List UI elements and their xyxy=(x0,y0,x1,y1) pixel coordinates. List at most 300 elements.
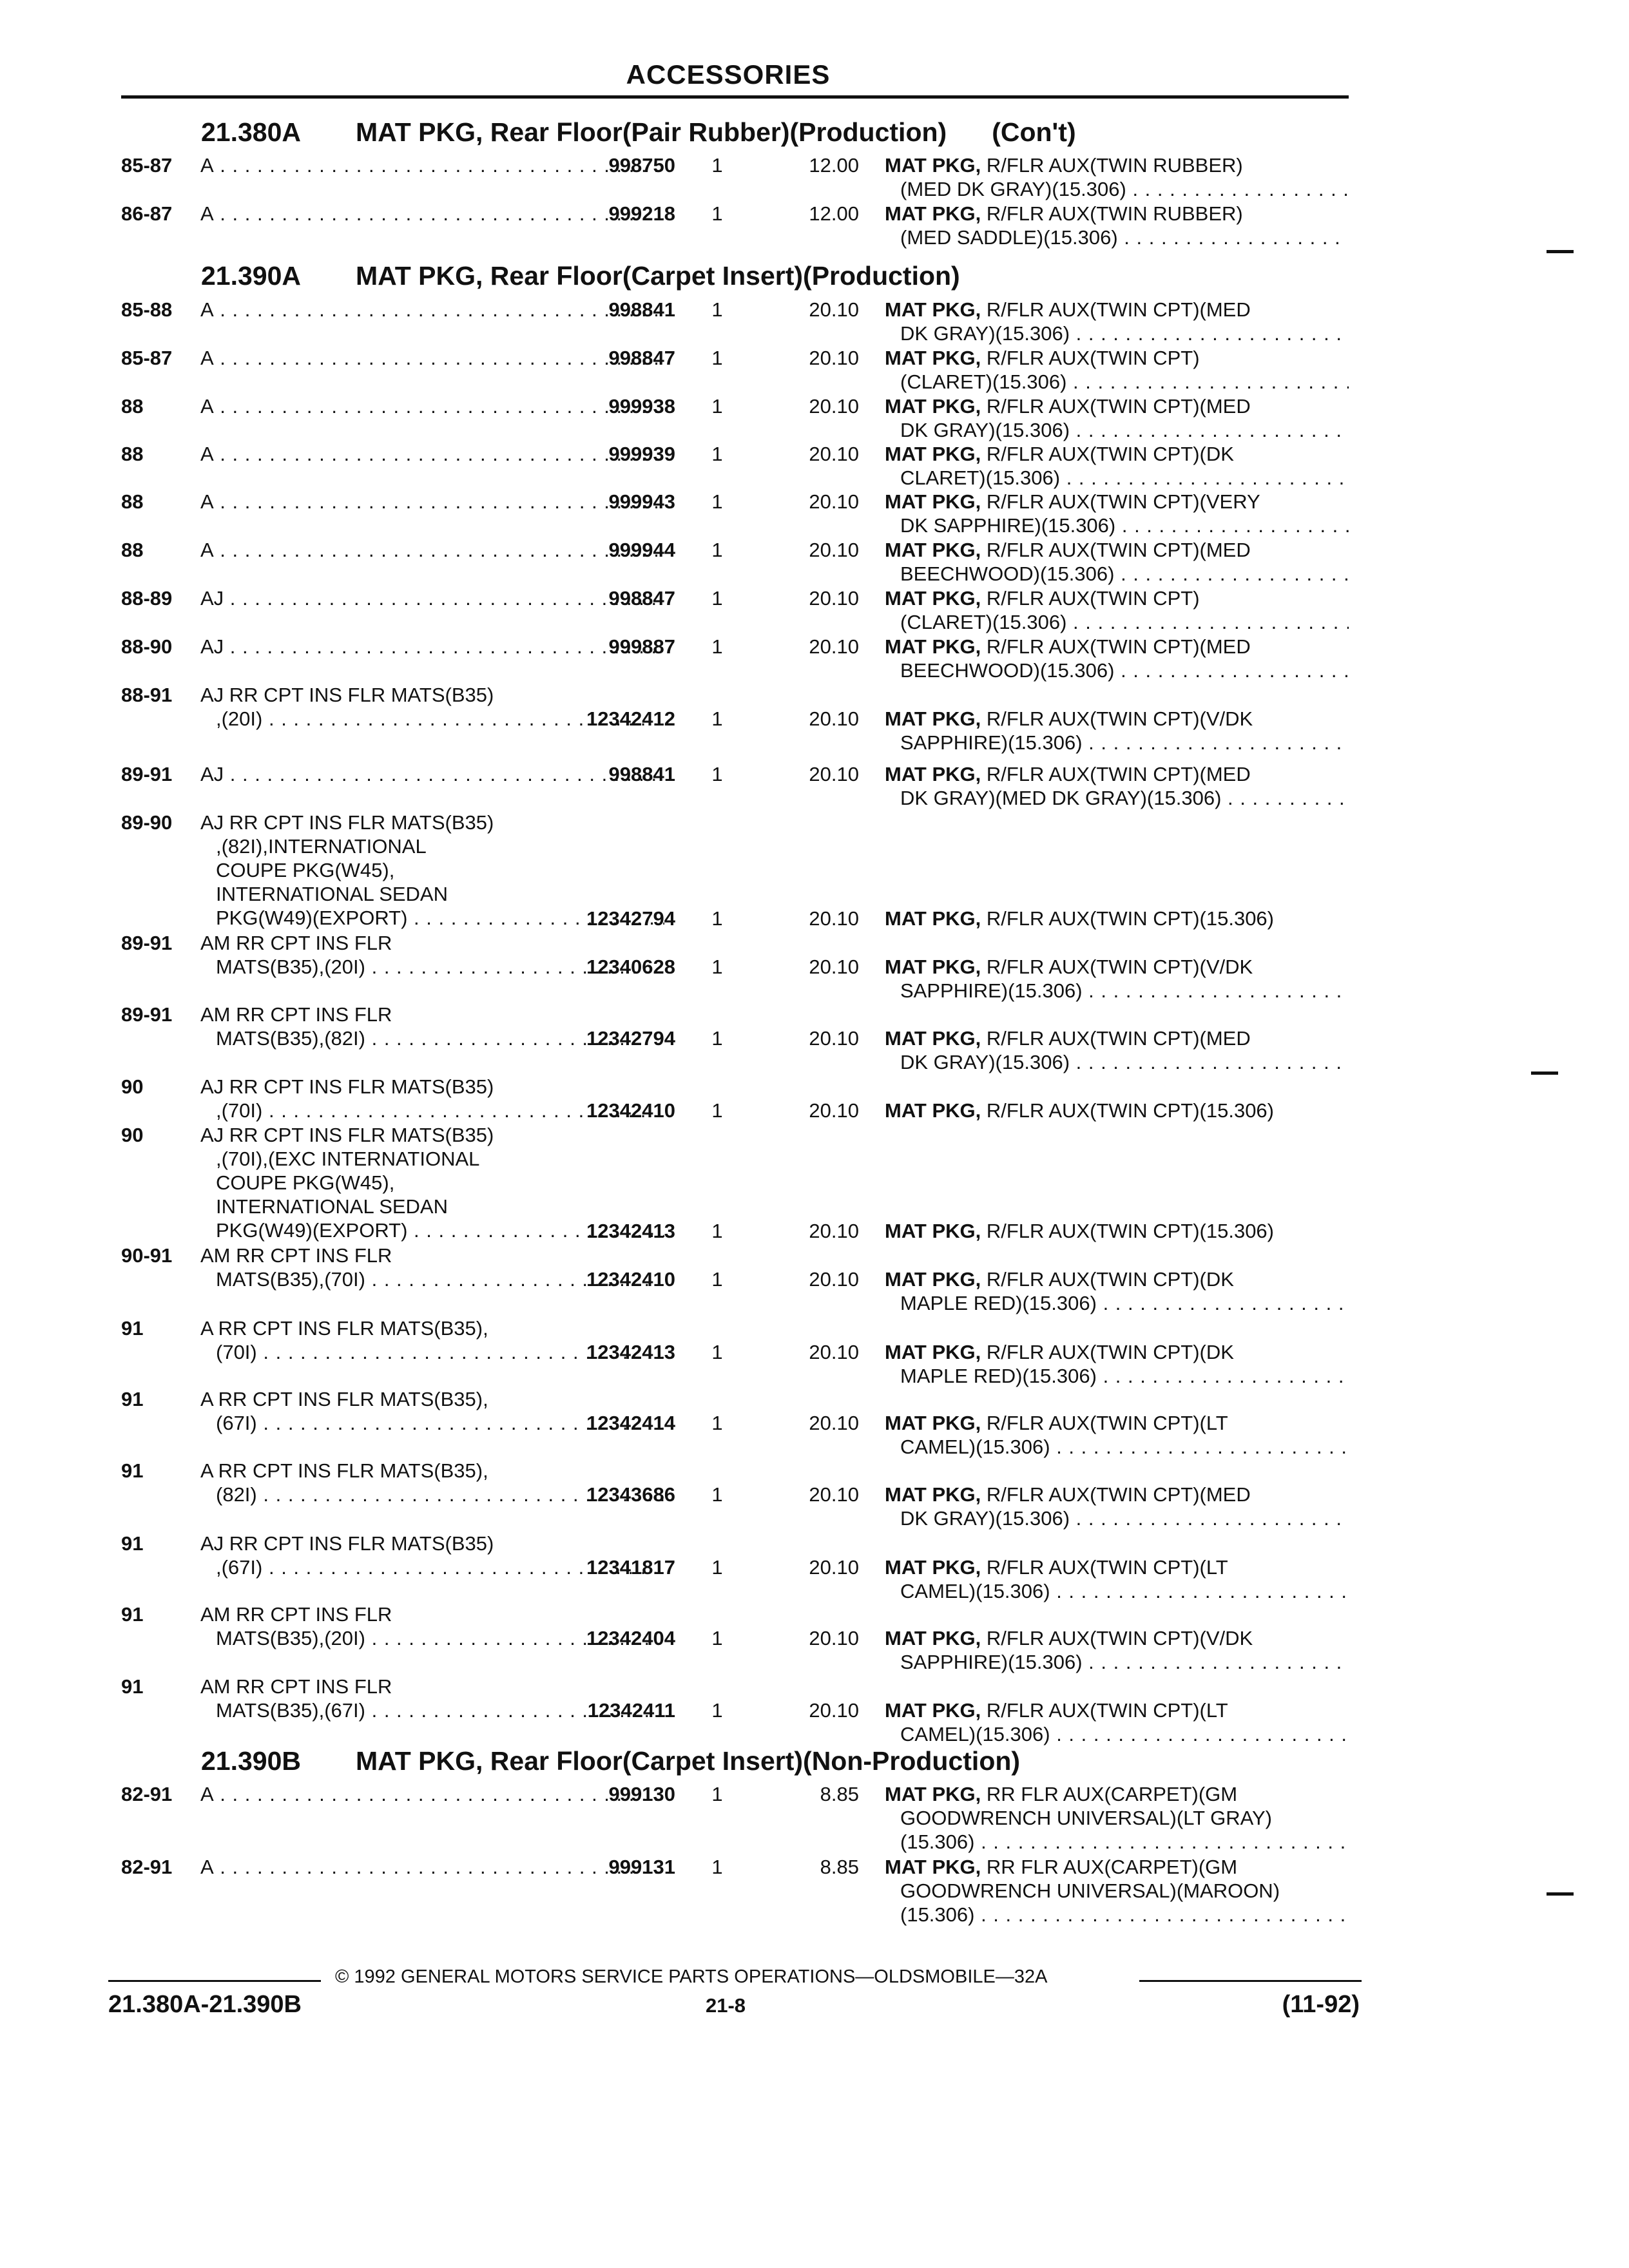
application-line: INTERNATIONAL SEDAN xyxy=(216,883,448,905)
description-line xyxy=(885,1855,1349,1879)
description-text: DK SAPPHIRE)(15.306) xyxy=(900,514,1116,537)
description-line xyxy=(885,226,1349,249)
model-years: 89-91 xyxy=(121,1003,173,1026)
part-number: 999943 xyxy=(608,490,675,513)
price: 20.10 xyxy=(809,347,859,369)
description xyxy=(885,153,1349,201)
description xyxy=(885,1099,1349,1122)
model-years: 91 xyxy=(121,1675,144,1698)
description-text: R/FLR AUX(TWIN CPT)(MED xyxy=(986,763,1251,785)
part-number: 998841 xyxy=(608,298,675,321)
footer-page-number: 21-8 xyxy=(706,1994,746,2017)
description-text: SAPPHIRE)(15.306) xyxy=(900,1651,1083,1674)
description xyxy=(885,1340,1349,1388)
part-number: 999938 xyxy=(608,395,675,418)
application-line: A . . . xyxy=(200,394,664,418)
description-head: MAT PKG, xyxy=(885,443,981,465)
price: 20.10 xyxy=(809,956,859,979)
section-heading xyxy=(201,261,960,291)
price: 20.10 xyxy=(809,1483,859,1506)
part-row xyxy=(121,931,1349,1003)
application-line: AM RR CPT INS FLR xyxy=(200,932,392,954)
description-text: (15.306) xyxy=(900,1831,975,1853)
margin-mark xyxy=(1547,1892,1574,1896)
part-row xyxy=(121,1075,1349,1122)
price: 20.10 xyxy=(809,298,859,321)
description-text: DK GRAY)(15.306) xyxy=(900,1051,1070,1074)
quantity: 1 xyxy=(711,1219,723,1242)
model-years: 88-90 xyxy=(121,635,173,658)
model-years: 85-87 xyxy=(121,347,173,369)
price: 20.10 xyxy=(809,539,859,561)
application-line: ,(70I) . . . xyxy=(200,1099,664,1122)
description-line xyxy=(885,586,1349,610)
price: 20.10 xyxy=(809,490,859,513)
model-years: 91 xyxy=(121,1459,144,1482)
part-number: 998841 xyxy=(608,763,675,785)
application-line: A . . . xyxy=(200,490,664,514)
description xyxy=(885,1782,1349,1854)
description xyxy=(885,346,1349,394)
price: 20.10 xyxy=(809,395,859,418)
model-years: 90-91 xyxy=(121,1244,173,1267)
description-text: RR FLR AUX(CARPET)(GM xyxy=(986,1856,1238,1878)
model-years: 88 xyxy=(121,539,144,561)
model-years: 90 xyxy=(121,1075,144,1098)
description-line xyxy=(885,298,1349,322)
description xyxy=(885,1555,1349,1603)
description-text: (CLARET)(15.306) xyxy=(900,370,1067,393)
description-line xyxy=(885,153,1349,177)
description-line xyxy=(885,1050,1349,1074)
part-row xyxy=(121,153,1349,201)
price: 8.85 xyxy=(820,1856,859,1878)
part-number: 12342411 xyxy=(587,1699,675,1722)
description xyxy=(885,586,1349,634)
part-row xyxy=(121,538,1349,586)
part-number: 12342413 xyxy=(586,1219,675,1242)
description-line xyxy=(885,1782,1349,1806)
description xyxy=(885,1483,1349,1530)
description-text: R/FLR AUX(TWIN RUBBER) xyxy=(986,154,1243,177)
application-line: (70I) . . . xyxy=(200,1340,664,1364)
price: 20.10 xyxy=(809,1027,859,1050)
part-number: 12342410 xyxy=(586,1099,675,1122)
application-line: AJ RR CPT INS FLR MATS(B35) xyxy=(200,684,494,706)
description-text: R/FLR AUX(TWIN CPT)(LT xyxy=(986,1556,1228,1579)
description-text: R/FLR AUX(TWIN CPT)(MED xyxy=(986,1483,1251,1506)
part-number: 12342794 xyxy=(586,1027,675,1050)
description-text: (15.306) xyxy=(900,1903,975,1926)
description xyxy=(885,538,1349,586)
quantity: 1 xyxy=(711,1556,723,1579)
model-years: 82-91 xyxy=(121,1856,173,1878)
header-rule xyxy=(121,95,1349,99)
description-text: DK GRAY)(MED DK GRAY)(15.306) xyxy=(900,787,1222,809)
part-row xyxy=(121,394,1349,442)
quantity: 1 xyxy=(711,539,723,561)
application-line: A RR CPT INS FLR MATS(B35), xyxy=(200,1459,488,1482)
price: 20.10 xyxy=(809,1268,859,1291)
application-line: AJ RR CPT INS FLR MATS(B35) xyxy=(200,1532,494,1555)
footer-rule-left xyxy=(108,1980,321,1982)
application-line: AJ RR CPT INS FLR MATS(B35) xyxy=(200,1124,494,1146)
application-line: A RR CPT INS FLR MATS(B35), xyxy=(200,1317,488,1340)
price: 20.10 xyxy=(809,763,859,785)
description-line xyxy=(885,707,1349,731)
description xyxy=(885,1698,1349,1746)
model-years: 88-89 xyxy=(121,587,173,610)
price: 12.00 xyxy=(809,202,859,225)
description xyxy=(885,762,1349,810)
description-text: GOODWRENCH UNIVERSAL)(LT GRAY) xyxy=(900,1807,1272,1829)
part-row xyxy=(121,442,1349,490)
price: 20.10 xyxy=(809,1219,859,1242)
quantity: 1 xyxy=(711,347,723,369)
section-code: 21.390A xyxy=(201,261,302,291)
quantity: 1 xyxy=(711,707,723,731)
description-line xyxy=(885,1267,1349,1291)
description xyxy=(885,1219,1349,1243)
model-years: 85-87 xyxy=(121,154,173,177)
description-line xyxy=(885,490,1349,514)
description-line xyxy=(885,635,1349,658)
part-number: 12342794 xyxy=(586,907,675,930)
model-years: 88 xyxy=(121,395,144,418)
description-line xyxy=(885,1291,1349,1315)
part-row xyxy=(121,1782,1349,1854)
quantity: 1 xyxy=(711,1783,723,1805)
part-row xyxy=(121,202,1349,249)
section-title: MAT PKG, Rear Floor(Pair Rubber)(Production) xyxy=(356,117,947,147)
description-line xyxy=(885,1830,1349,1854)
application-line: MATS(B35),(82I) . . . xyxy=(200,1026,664,1050)
part-number: 12341817 xyxy=(586,1556,675,1579)
application-line: AJ . . . xyxy=(200,635,664,658)
part-row xyxy=(121,811,1349,930)
description-line xyxy=(885,177,1349,201)
description xyxy=(885,955,1349,1003)
description-head: MAT PKG, xyxy=(885,202,981,225)
application-line: (67I) . . . xyxy=(200,1411,664,1435)
model-years: 89-90 xyxy=(121,811,173,834)
description-text: R/FLR AUX(TWIN CPT)(MED xyxy=(986,395,1251,418)
part-number: 12342410 xyxy=(586,1268,675,1291)
description-text: R/FLR AUX(TWIN CPT)(MED xyxy=(986,539,1251,561)
application-line: (82I) . . . xyxy=(200,1483,664,1506)
description xyxy=(885,202,1349,249)
description-head: MAT PKG, xyxy=(885,1268,981,1291)
application-line: A . . . xyxy=(200,346,664,370)
model-years: 91 xyxy=(121,1532,144,1555)
footer-copyright: © 1992 GENERAL MOTORS SERVICE PARTS OPERATIONS—OLDSMOBILE—32A xyxy=(335,1966,1048,1987)
part-row xyxy=(121,1855,1349,1927)
part-number: 999131 xyxy=(608,1856,675,1878)
part-row xyxy=(121,635,1349,682)
application-line: A . . . xyxy=(200,153,664,177)
application-line: AM RR CPT INS FLR xyxy=(200,1003,392,1026)
margin-mark xyxy=(1547,250,1574,253)
description-head: MAT PKG, xyxy=(885,1783,981,1805)
description-text: R/FLR AUX(TWIN RUBBER) xyxy=(986,202,1243,225)
description-line xyxy=(885,1483,1349,1506)
description-text: R/FLR AUX(TWIN CPT)(15.306) xyxy=(986,1099,1274,1122)
part-row xyxy=(121,1459,1349,1531)
description-text: SAPPHIRE)(15.306) xyxy=(900,731,1083,754)
description-line xyxy=(885,394,1349,418)
description-head: MAT PKG, xyxy=(885,154,981,177)
description-line xyxy=(885,979,1349,1003)
margin-mark xyxy=(1531,1072,1558,1075)
model-years: 89-91 xyxy=(121,763,173,785)
quantity: 1 xyxy=(711,1268,723,1291)
price: 20.10 xyxy=(809,635,859,658)
application-line: ,(67I) . . . xyxy=(200,1555,664,1579)
description-text: R/FLR AUX(TWIN CPT)(DK xyxy=(986,443,1234,465)
model-years: 86-87 xyxy=(121,202,173,225)
model-years: 91 xyxy=(121,1388,144,1410)
description-text: DK GRAY)(15.306) xyxy=(900,1507,1070,1530)
description-text: MAPLE RED)(15.306) xyxy=(900,1365,1097,1388)
description-line xyxy=(885,202,1349,226)
quantity: 1 xyxy=(711,443,723,465)
quantity: 1 xyxy=(711,1027,723,1050)
description-line xyxy=(885,1411,1349,1435)
application-line: A . . . xyxy=(200,538,664,562)
quantity: 1 xyxy=(711,395,723,418)
price: 20.10 xyxy=(809,907,859,930)
application-line: AM RR CPT INS FLR xyxy=(200,1244,392,1267)
price: 20.10 xyxy=(809,1556,859,1579)
part-row xyxy=(121,1244,1349,1316)
part-number: 999887 xyxy=(608,635,675,658)
application-line: MATS(B35),(20I) . . . xyxy=(200,955,664,979)
application-line: AJ . . . xyxy=(200,762,664,786)
description-head: MAT PKG, xyxy=(885,587,981,610)
part-number: 999939 xyxy=(608,443,675,465)
quantity: 1 xyxy=(711,1412,723,1435)
description-line xyxy=(885,1650,1349,1674)
description-line xyxy=(885,466,1349,490)
description xyxy=(885,1267,1349,1315)
application-line: MATS(B35),(20I) . . . xyxy=(200,1626,664,1650)
application-line: MATS(B35),(70I) . . . xyxy=(200,1267,664,1291)
application-line: COUPE PKG(W45), xyxy=(216,1171,395,1194)
part-row xyxy=(121,586,1349,634)
description-line xyxy=(885,1026,1349,1050)
application-line: A . . . xyxy=(200,298,664,322)
quantity: 1 xyxy=(711,1699,723,1722)
description-text: R/FLR AUX(TWIN CPT)(V/DK xyxy=(986,707,1253,731)
model-years: 88-91 xyxy=(121,684,173,706)
section-heading xyxy=(201,117,1076,148)
description-text: R/FLR AUX(TWIN CPT)(LT xyxy=(986,1412,1228,1435)
application-line: AM RR CPT INS FLR xyxy=(200,1603,392,1626)
description-text: RR FLR AUX(CARPET)(GM xyxy=(986,1783,1238,1805)
description-line xyxy=(885,1806,1349,1830)
description xyxy=(885,394,1349,442)
model-years: 90 xyxy=(121,1124,144,1146)
application-line: A . . . xyxy=(200,1782,664,1806)
section-code: 21.380A xyxy=(201,117,302,147)
part-row xyxy=(121,1675,1349,1747)
quantity: 1 xyxy=(711,1099,723,1122)
description-head: MAT PKG, xyxy=(885,490,981,513)
application-line: PKG(W49)(EXPORT) . . . xyxy=(200,1218,664,1242)
price: 20.10 xyxy=(809,443,859,465)
description-line xyxy=(885,731,1349,754)
section-code: 21.390B xyxy=(201,1746,302,1776)
description-head: MAT PKG, xyxy=(885,1412,981,1435)
description xyxy=(885,298,1349,345)
section-heading xyxy=(201,1746,1020,1776)
application-line: ,(82I),INTERNATIONAL xyxy=(216,835,427,858)
description-head: MAT PKG, xyxy=(885,956,981,979)
part-number: 998847 xyxy=(608,587,675,610)
description-line xyxy=(885,1506,1349,1530)
model-years: 91 xyxy=(121,1317,144,1340)
part-row xyxy=(121,1003,1349,1075)
description-text: CAMEL)(15.306) xyxy=(900,1723,1050,1746)
description xyxy=(885,1026,1349,1074)
description-head: MAT PKG, xyxy=(885,1627,981,1650)
description-line xyxy=(885,955,1349,979)
quantity: 1 xyxy=(711,956,723,979)
description-line xyxy=(885,370,1349,394)
part-row xyxy=(121,1123,1349,1243)
price: 20.10 xyxy=(809,1627,859,1650)
description-head: MAT PKG, xyxy=(885,1699,981,1722)
footer-date: (11-92) xyxy=(1282,1991,1360,2018)
application-line: ,(20I) . . . xyxy=(200,707,664,731)
description-text: R/FLR AUX(TWIN CPT) xyxy=(986,347,1200,369)
description-line xyxy=(885,1219,1349,1243)
application-line: PKG(W49)(EXPORT) . . . xyxy=(200,906,664,930)
description-line xyxy=(885,1340,1349,1364)
description-line xyxy=(885,1698,1349,1722)
footer-rule-right xyxy=(1139,1980,1362,1982)
part-row xyxy=(121,683,1349,755)
quantity: 1 xyxy=(711,1483,723,1506)
description-head: MAT PKG, xyxy=(885,1219,981,1242)
quantity: 1 xyxy=(711,202,723,225)
description-head: MAT PKG, xyxy=(885,1556,981,1579)
part-number: 12342404 xyxy=(586,1627,675,1650)
price: 20.10 xyxy=(809,587,859,610)
description-head: MAT PKG, xyxy=(885,395,981,418)
description xyxy=(885,490,1349,537)
quantity: 1 xyxy=(711,154,723,177)
description-line xyxy=(885,1879,1349,1903)
price: 20.10 xyxy=(809,1412,859,1435)
description-line xyxy=(885,1435,1349,1459)
part-row xyxy=(121,1602,1349,1675)
description xyxy=(885,1411,1349,1459)
part-row xyxy=(121,490,1349,537)
description-text: R/FLR AUX(TWIN CPT)(15.306) xyxy=(986,1219,1274,1242)
description-head: MAT PKG, xyxy=(885,635,981,658)
description-text: DK GRAY)(15.306) xyxy=(900,322,1070,345)
quantity: 1 xyxy=(711,1341,723,1364)
footer-section-range: 21.380A-21.390B xyxy=(108,1991,302,2018)
price: 8.85 xyxy=(820,1783,859,1805)
description-text: MAPLE RED)(15.306) xyxy=(900,1292,1097,1315)
description-line xyxy=(885,1364,1349,1388)
section-continued: (Con't) xyxy=(992,117,1076,147)
description-text: CLARET)(15.306) xyxy=(900,466,1061,489)
description-line xyxy=(885,442,1349,466)
description-line xyxy=(885,1099,1349,1122)
quantity: 1 xyxy=(711,1856,723,1878)
part-number: 999944 xyxy=(608,539,675,561)
description-head: MAT PKG, xyxy=(885,1856,981,1878)
model-years: 88 xyxy=(121,443,144,465)
description-head: MAT PKG, xyxy=(885,1341,981,1364)
description-line xyxy=(885,1722,1349,1746)
application-line: ,(70I),(EXC INTERNATIONAL xyxy=(216,1148,480,1170)
description-text: BEECHWOOD)(15.306) xyxy=(900,562,1115,585)
description-text: R/FLR AUX(TWIN CPT) xyxy=(986,587,1200,610)
description-text: DK GRAY)(15.306) xyxy=(900,419,1070,441)
model-years: 89-91 xyxy=(121,932,173,954)
description xyxy=(885,707,1349,754)
description-text: R/FLR AUX(TWIN CPT)(VERY xyxy=(986,490,1260,513)
model-years: 85-88 xyxy=(121,298,173,321)
description xyxy=(885,1626,1349,1674)
description-line xyxy=(885,1555,1349,1579)
description-line xyxy=(885,514,1349,537)
quantity: 1 xyxy=(711,298,723,321)
model-years: 82-91 xyxy=(121,1783,173,1805)
part-number: 12342412 xyxy=(586,707,675,731)
description-head: MAT PKG, xyxy=(885,763,981,785)
part-number: 998750 xyxy=(608,154,675,177)
application-line: AM RR CPT INS FLR xyxy=(200,1675,392,1698)
application-line: A . . . xyxy=(200,202,664,226)
part-number: 998847 xyxy=(608,347,675,369)
quantity: 1 xyxy=(711,907,723,930)
description-line xyxy=(885,418,1349,442)
section-title: MAT PKG, Rear Floor(Carpet Insert)(Production) xyxy=(356,261,960,291)
description-head: MAT PKG, xyxy=(885,1099,981,1122)
description-text: R/FLR AUX(TWIN CPT)(MED xyxy=(986,635,1251,658)
description-line xyxy=(885,610,1349,634)
application-line: AJ . . . xyxy=(200,586,664,610)
application-line: AJ RR CPT INS FLR MATS(B35) xyxy=(200,1075,494,1098)
part-row xyxy=(121,1316,1349,1389)
quantity: 1 xyxy=(711,490,723,513)
description-head: MAT PKG, xyxy=(885,1027,981,1050)
application-line: A . . . xyxy=(200,1855,664,1879)
part-number: 999130 xyxy=(608,1783,675,1805)
description-head: MAT PKG, xyxy=(885,298,981,321)
description-line xyxy=(885,907,1349,930)
application-line: AJ RR CPT INS FLR MATS(B35) xyxy=(200,811,494,834)
description-text: R/FLR AUX(TWIN CPT)(15.306) xyxy=(986,907,1274,930)
application-line: INTERNATIONAL SEDAN xyxy=(216,1195,448,1218)
description-text: CAMEL)(15.306) xyxy=(900,1580,1050,1603)
description-line xyxy=(885,1626,1349,1650)
description-head: MAT PKG, xyxy=(885,907,981,930)
quantity: 1 xyxy=(711,1627,723,1650)
price: 20.10 xyxy=(809,707,859,731)
description-text: (MED DK GRAY)(15.306) xyxy=(900,178,1126,200)
quantity: 1 xyxy=(711,763,723,785)
price: 20.10 xyxy=(809,1699,859,1722)
description xyxy=(885,635,1349,682)
description-text: R/FLR AUX(TWIN CPT)(DK xyxy=(986,1341,1234,1364)
part-number: 12343686 xyxy=(586,1483,675,1506)
